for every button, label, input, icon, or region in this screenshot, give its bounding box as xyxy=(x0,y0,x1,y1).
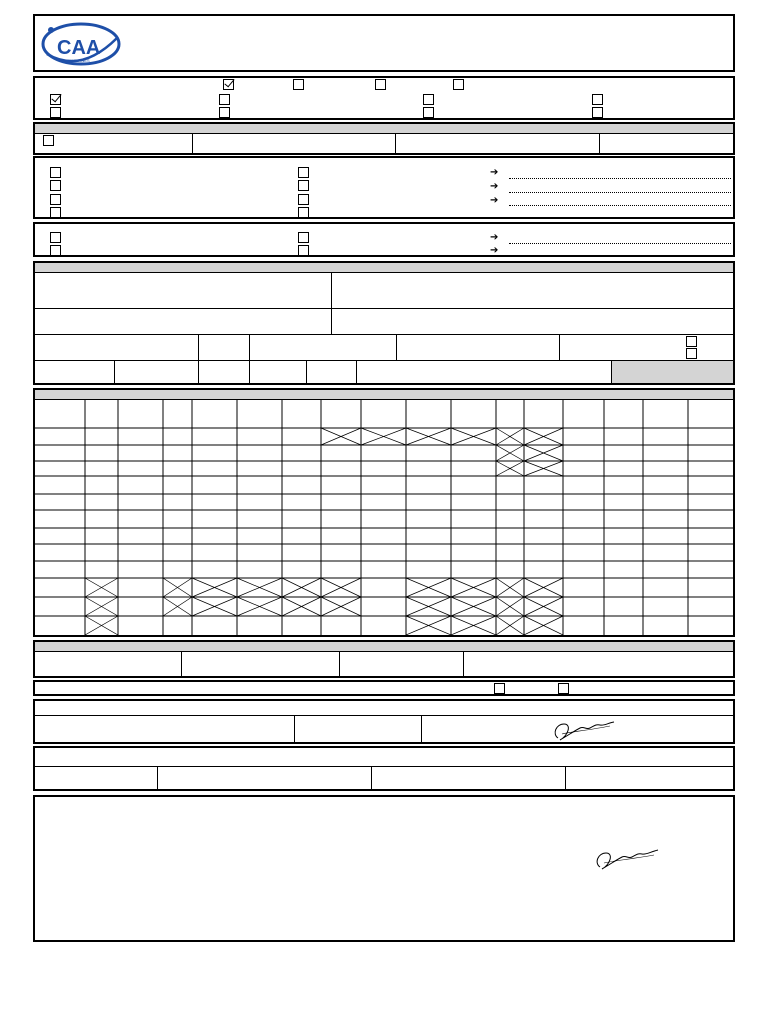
checkbox-section3[interactable] xyxy=(43,135,54,146)
checkbox-row3-d[interactable] xyxy=(592,107,603,118)
checkbox-row2-c[interactable] xyxy=(423,94,434,105)
checkbox-row2-a[interactable] xyxy=(50,94,61,105)
checkbox-s4-l3[interactable] xyxy=(50,194,61,205)
checkbox-row1-c[interactable] xyxy=(375,79,386,90)
logo-text: CAA xyxy=(57,37,101,59)
entry-line[interactable] xyxy=(509,178,731,179)
section-signature-1 xyxy=(33,699,735,744)
checkbox-s4-l1[interactable] xyxy=(50,167,61,178)
section-checklist-2 xyxy=(33,222,735,257)
checkbox-row3-c[interactable] xyxy=(423,107,434,118)
checkbox-s4-m1[interactable] xyxy=(298,167,309,178)
checkbox-s6-a[interactable] xyxy=(686,336,697,347)
entry-line[interactable] xyxy=(509,192,731,193)
shaded-cell xyxy=(612,361,733,383)
selection-box xyxy=(33,76,735,120)
arrow-icon: ➔ xyxy=(490,195,499,206)
checkbox-row2-d[interactable] xyxy=(592,94,603,105)
checkbox-s9-b[interactable] xyxy=(558,683,569,694)
checkbox-s4-l4[interactable] xyxy=(50,207,61,218)
header-box xyxy=(33,14,735,72)
section-fields-1 xyxy=(33,122,735,155)
checkbox-s4-m2[interactable] xyxy=(298,180,309,191)
checkbox-s4-l2[interactable] xyxy=(50,180,61,191)
checkbox-s5-l1[interactable] xyxy=(50,232,61,243)
logo-subtext: PHILIPPINES xyxy=(65,58,90,63)
checkbox-s5-l2[interactable] xyxy=(50,245,61,256)
section-grid-table xyxy=(33,388,735,637)
arrow-icon: ➔ xyxy=(490,245,499,256)
checkbox-s6-b[interactable] xyxy=(686,348,697,359)
arrow-icon: ➔ xyxy=(490,232,499,243)
section-header-bar xyxy=(35,263,733,273)
section-details xyxy=(33,261,735,385)
section-confirm xyxy=(33,680,735,696)
arrow-icon: ➔ xyxy=(490,167,499,178)
entry-line[interactable] xyxy=(509,243,731,244)
checkbox-s9-a[interactable] xyxy=(494,683,505,694)
checkbox-row3-a[interactable] xyxy=(50,107,61,118)
section-fields-3 xyxy=(33,746,735,791)
checkbox-row1-b[interactable] xyxy=(293,79,304,90)
grid-lines xyxy=(35,390,733,635)
checkbox-s4-m4[interactable] xyxy=(298,207,309,218)
checkbox-s4-m3[interactable] xyxy=(298,194,309,205)
checkbox-s5-m1[interactable] xyxy=(298,232,309,243)
section-header-bar xyxy=(35,124,733,134)
arrow-icon: ➔ xyxy=(490,181,499,192)
section-checklist-1 xyxy=(33,156,735,219)
section-header-bar xyxy=(35,642,733,652)
entry-line[interactable] xyxy=(509,205,731,206)
checkbox-s5-m2[interactable] xyxy=(298,245,309,256)
signature-image xyxy=(592,843,664,873)
checkbox-row2-b[interactable] xyxy=(219,94,230,105)
caa-logo xyxy=(37,18,123,70)
section-fields-2 xyxy=(33,640,735,678)
checkbox-row1-a[interactable] xyxy=(223,79,234,90)
checkbox-row1-d[interactable] xyxy=(453,79,464,90)
section-remarks xyxy=(33,795,735,942)
signature-image xyxy=(550,716,620,744)
checkbox-row3-b[interactable] xyxy=(219,107,230,118)
